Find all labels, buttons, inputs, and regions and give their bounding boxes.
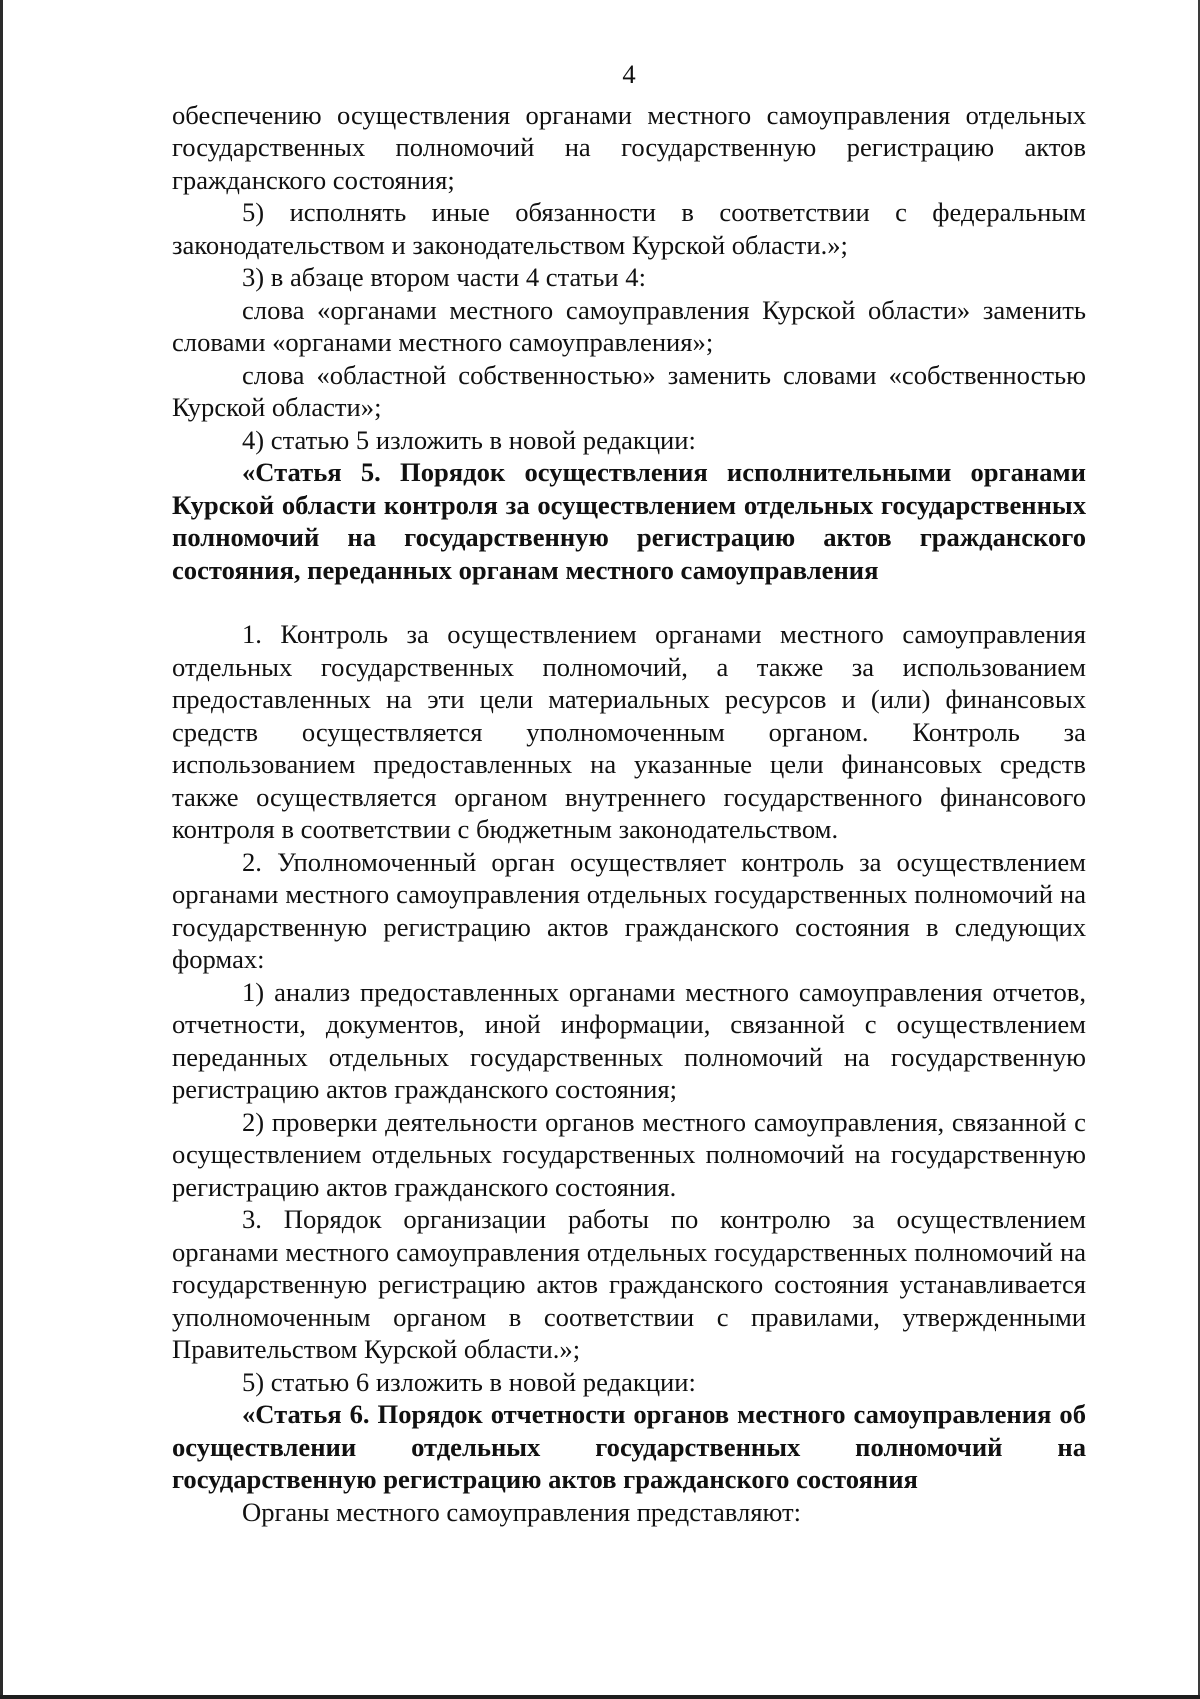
paragraph-amendment-4: 4) статью 5 изложить в новой редакции: xyxy=(242,424,696,455)
paragraph-amendment-5: 5) статью 6 изложить в новой редакции: xyxy=(242,1366,696,1397)
paragraph-continuation: обеспечению осуществления органами местного самоуправления отдельных государственных полномочий на государственную регистрацию актов гражданского состояния; xyxy=(172,99,1086,195)
paragraph-item-5-duties: 5) исполнять иные обязанности в соответствии с федеральным законодательством и законодательством Курской области.»; xyxy=(172,197,1086,260)
article-6-heading: «Статья 6. Порядок отчетности органов местного самоуправления об осуществлении отдельных государственных полномочий на государственную регистрацию актов гражданского состояния xyxy=(172,1399,1086,1494)
scan-edge-left xyxy=(0,0,3,1699)
article-5-part-2-item-1: 1) анализ предоставленных органами местного самоуправления отчетов, отчетности, документов, иной информации, связанной с осуществлением переданных отдельных государственных полномочий на государственную регистрацию актов гражданского состояния; xyxy=(172,976,1086,1104)
scan-edge-bottom xyxy=(0,1695,1200,1699)
article-6-intro: Органы местного самоуправления представляют: xyxy=(242,1496,802,1527)
paragraph-amendment-3: 3) в абзаце втором части 4 статьи 4: xyxy=(242,262,646,292)
paragraph-replace-words-2: слова «областной собственностью» заменить словами «собственностью Курской области»; xyxy=(172,359,1086,422)
document-page xyxy=(172,58,1086,1528)
page-number: 4 xyxy=(622,59,636,89)
article-5-part-2-item-2: 2) проверки деятельности органов местного самоуправления, связанной с осуществлением отдельных государственных полномочий на государственную регистрацию актов гражданского состояния. xyxy=(172,1106,1086,1202)
article-5-part-1: 1. Контроль за осуществлением органами местного самоуправления отдельных государственных полномочий, а также за использованием предоставленных на эти цели материальных ресурсов и (или) финансовых средств осуществляется уполномоченным органом. Контроль за использованием предоставленных на указанные цели финансовых средств также осуществляется органом внутреннего государственного финансового контроля в соответствии с бюджетным законодательством. xyxy=(172,619,1086,844)
article-5-part-2: 2. Уполномоченный орган осуществляет контроль за осуществлением органами местного самоуправления отдельных государственных полномочий на государственную регистрацию актов гражданского состояния в следующих формах: xyxy=(172,846,1086,974)
paragraph-replace-words-1: слова «органами местного самоуправления Курской области» заменить словами «органами местного самоуправления»; xyxy=(172,294,1086,357)
section-gap xyxy=(172,586,1086,618)
article-5-heading: «Статья 5. Порядок осуществления исполнительными органами Курской области контроля за осуществлением отдельных государственных полномочий на государственную регистрацию актов гражданского состояния, переданных органам местного самоуправления xyxy=(172,457,1086,585)
article-5-part-3: 3. Порядок организации работы по контролю за осуществлением органами местного самоуправления отдельных государственных полномочий на государственную регистрацию актов гражданского состояния устанавливается уполномоченным органом в соответствии с правилами, утвержденными Правительством Курской области.»; xyxy=(172,1204,1086,1364)
